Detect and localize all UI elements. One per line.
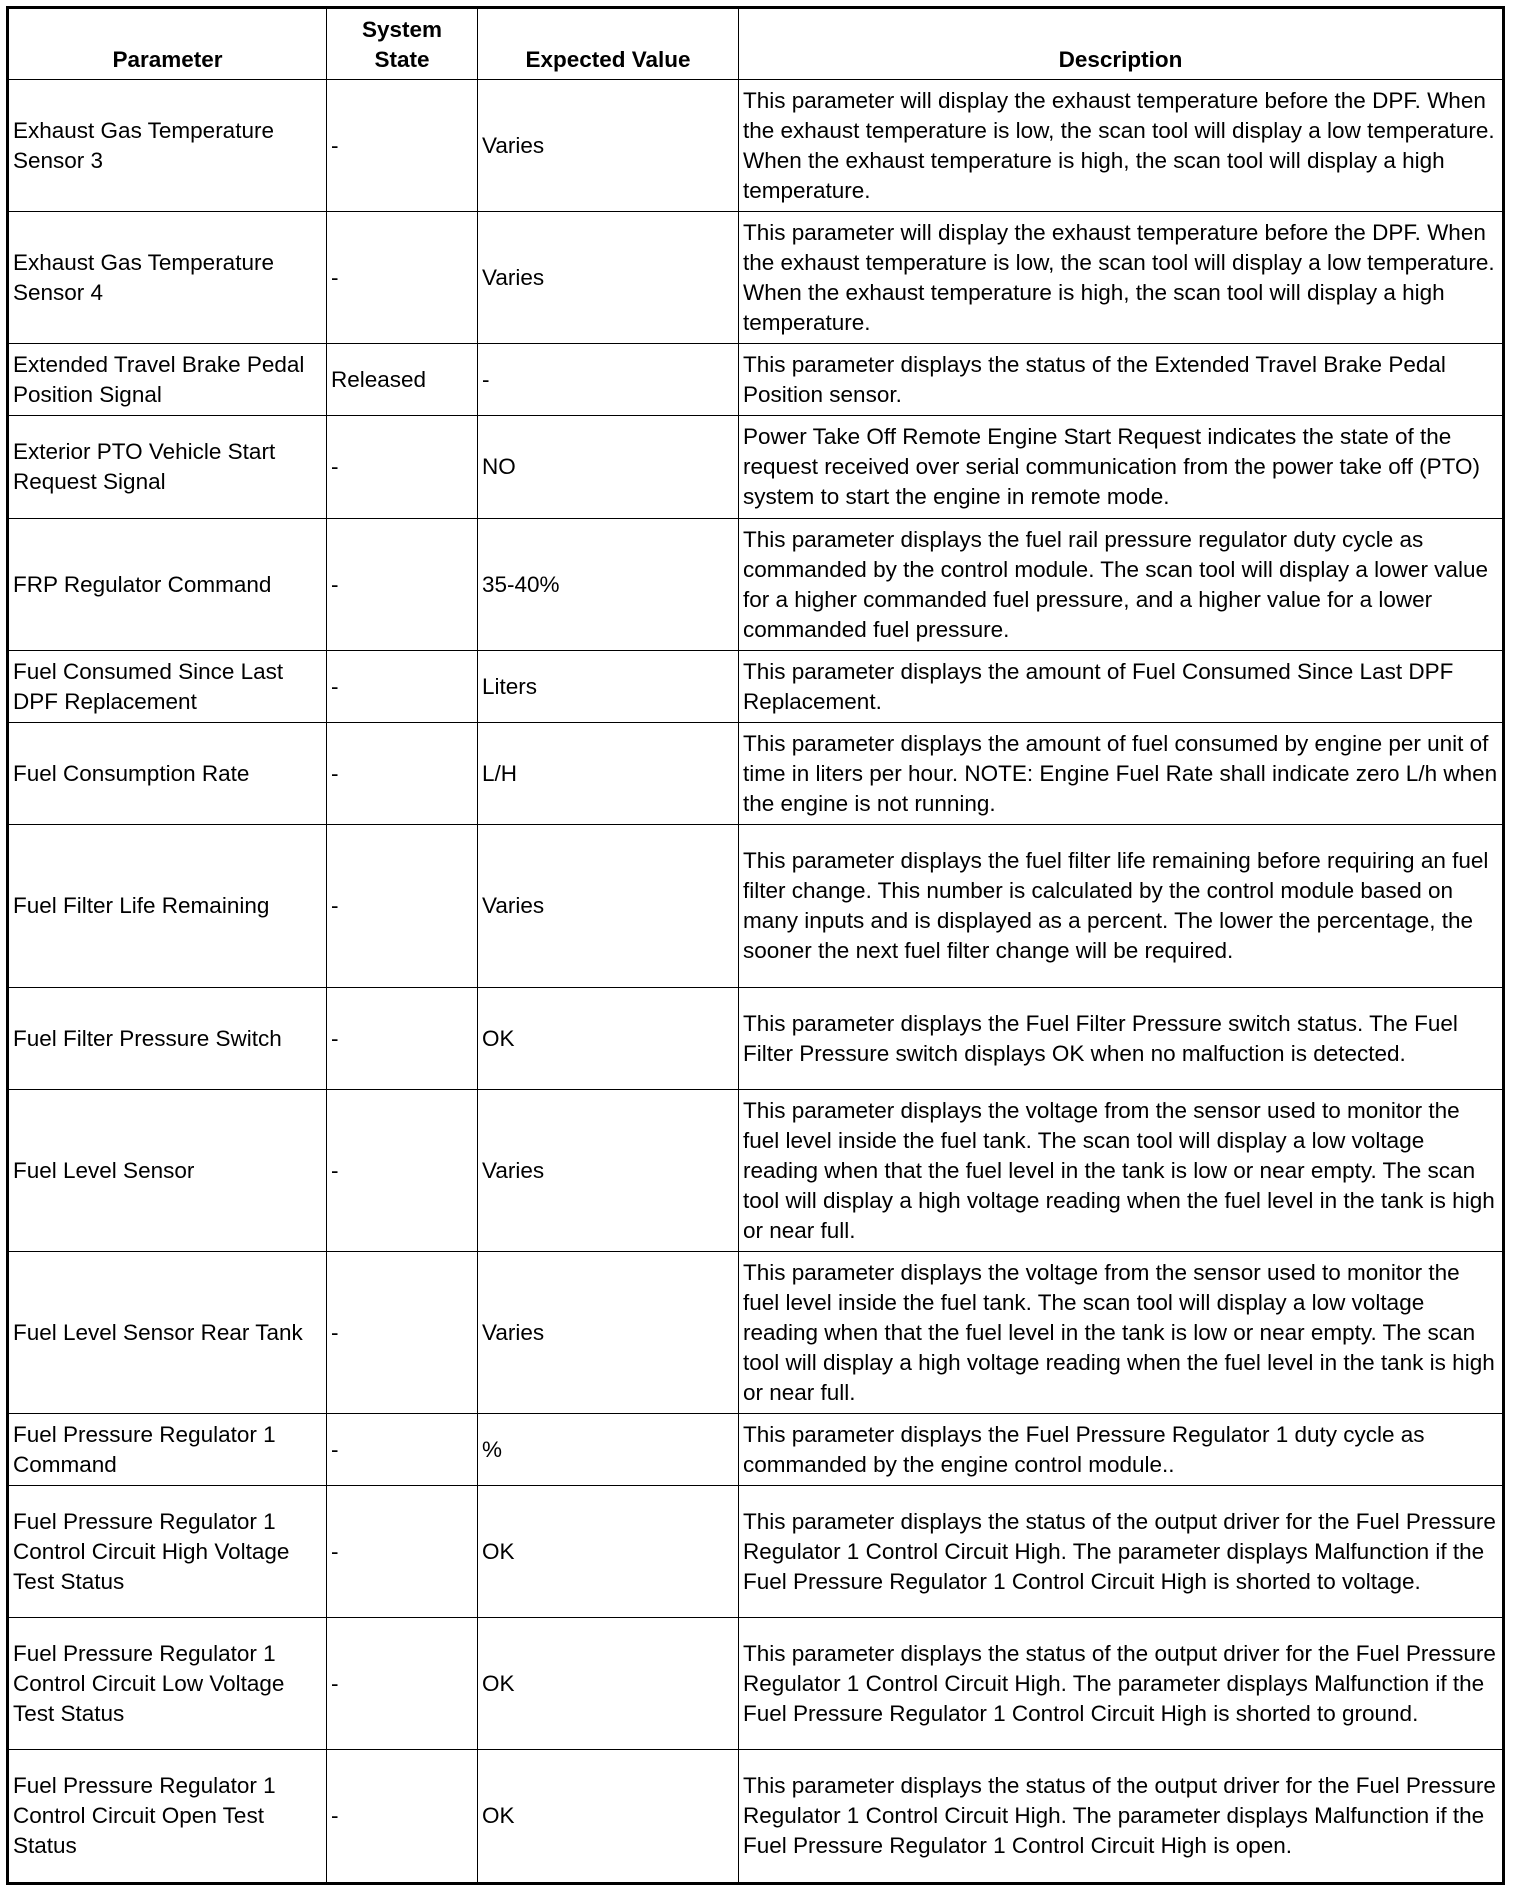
expected-value-cell: Varies <box>478 825 739 988</box>
system-state-cell: - <box>327 80 478 212</box>
parameter-cell: Fuel Consumed Since Last DPF Replacement <box>8 651 327 723</box>
expected-value-cell: OK <box>478 1618 739 1750</box>
expected-value-cell: OK <box>478 1486 739 1618</box>
expected-value-cell: - <box>478 344 739 416</box>
system-state-cell: - <box>327 1750 478 1884</box>
parameter-cell: Exhaust Gas Temperature Sensor 3 <box>8 80 327 212</box>
parameter-cell: Exhaust Gas Temperature Sensor 4 <box>8 212 327 344</box>
system-state-cell: - <box>327 212 478 344</box>
header-row <box>8 8 1504 80</box>
expected-value-cell: Liters <box>478 651 739 723</box>
system-state-cell: - <box>327 651 478 723</box>
parameter-cell: Fuel Pressure Regulator 1 Control Circuit Open Test Status <box>8 1750 327 1884</box>
system-state-cell: - <box>327 1486 478 1618</box>
description-cell: This parameter displays the status of the Extended Travel Brake Pedal Position sensor. <box>739 344 1504 416</box>
header-system-state: System State <box>327 8 478 80</box>
description-cell: This parameter will display the exhaust temperature before the DPF. When the exhaust temperature is low, the scan tool will display a low temperature. When the exhaust temperature is high, the scan tool will display a high temperature. <box>739 212 1504 344</box>
system-state-cell: - <box>327 1618 478 1750</box>
expected-value-cell: 35-40% <box>478 519 739 651</box>
parameter-cell: Fuel Level Sensor <box>8 1090 327 1252</box>
system-state-cell: - <box>327 988 478 1090</box>
description-cell: This parameter will display the exhaust temperature before the DPF. When the exhaust temperature is low, the scan tool will display a low temperature. When the exhaust temperature is high, the scan tool will display a high temperature. <box>739 80 1504 212</box>
header-description: Description <box>739 8 1504 80</box>
parameter-cell: Fuel Consumption Rate <box>8 723 327 825</box>
header-expected-value: Expected Value <box>478 8 739 80</box>
expected-value-cell: % <box>478 1414 739 1486</box>
description-cell: This parameter displays the fuel filter life remaining before requiring an fuel filter change. This number is calculated by the control module based on many inputs and is displayed as a percent. The lower the percentage, the sooner the next fuel filter change will be required. <box>739 825 1504 988</box>
expected-value-cell: Varies <box>478 80 739 212</box>
table-row <box>8 212 1504 344</box>
table-row <box>8 416 1504 519</box>
system-state-cell: Released <box>327 344 478 416</box>
table-row <box>8 1414 1504 1486</box>
description-cell: Power Take Off Remote Engine Start Request indicates the state of the request received over serial communication from the power take off (PTO) system to start the engine in remote mode. <box>739 416 1504 519</box>
expected-value-cell: OK <box>478 1750 739 1884</box>
parameter-table <box>6 6 1505 1885</box>
table-row <box>8 825 1504 988</box>
parameter-cell: Fuel Level Sensor Rear Tank <box>8 1252 327 1414</box>
description-cell: This parameter displays the Fuel Pressure Regulator 1 duty cycle as commanded by the engine control module.. <box>739 1414 1504 1486</box>
system-state-cell: - <box>327 1252 478 1414</box>
description-cell: This parameter displays the Fuel Filter Pressure switch status. The Fuel Filter Pressure switch displays OK when no malfuction is detected. <box>739 988 1504 1090</box>
description-cell: This parameter displays the fuel rail pressure regulator duty cycle as commanded by the control module. The scan tool will display a lower value for a higher commanded fuel pressure, and a higher value for a lower commanded fuel pressure. <box>739 519 1504 651</box>
expected-value-cell: Varies <box>478 1252 739 1414</box>
expected-value-cell: Varies <box>478 1090 739 1252</box>
table-row <box>8 344 1504 416</box>
table-row <box>8 1486 1504 1618</box>
parameter-cell: Fuel Pressure Regulator 1 Command <box>8 1414 327 1486</box>
table-row <box>8 1618 1504 1750</box>
description-cell: This parameter displays the status of the output driver for the Fuel Pressure Regulator 1 Control Circuit High. The parameter displays Malfunction if the Fuel Pressure Regulator 1 Control Circuit High is open. <box>739 1750 1504 1884</box>
description-cell: This parameter displays the voltage from the sensor used to monitor the fuel level inside the fuel tank. The scan tool will display a low voltage reading when that the fuel level in the tank is low or near empty. The scan tool will display a high voltage reading when the fuel level in the tank is high or near full. <box>739 1090 1504 1252</box>
description-cell: This parameter displays the voltage from the sensor used to monitor the fuel level inside the fuel tank. The scan tool will display a low voltage reading when that the fuel level in the tank is low or near empty. The scan tool will display a high voltage reading when the fuel level in the tank is high or near full. <box>739 1252 1504 1414</box>
header-parameter: Parameter <box>8 8 327 80</box>
expected-value-cell: NO <box>478 416 739 519</box>
system-state-cell: - <box>327 723 478 825</box>
parameter-cell: FRP Regulator Command <box>8 519 327 651</box>
table-row <box>8 651 1504 723</box>
expected-value-cell: Varies <box>478 212 739 344</box>
parameter-cell: Fuel Filter Pressure Switch <box>8 988 327 1090</box>
system-state-cell: - <box>327 519 478 651</box>
expected-value-cell: L/H <box>478 723 739 825</box>
table-row <box>8 519 1504 651</box>
system-state-cell: - <box>327 1090 478 1252</box>
table-row <box>8 80 1504 212</box>
table-row <box>8 723 1504 825</box>
parameter-cell: Fuel Pressure Regulator 1 Control Circuit Low Voltage Test Status <box>8 1618 327 1750</box>
parameter-cell: Fuel Filter Life Remaining <box>8 825 327 988</box>
system-state-cell: - <box>327 1414 478 1486</box>
description-cell: This parameter displays the status of the output driver for the Fuel Pressure Regulator 1 Control Circuit High. The parameter displays Malfunction if the Fuel Pressure Regulator 1 Control Circuit High is shorted to voltage. <box>739 1486 1504 1618</box>
system-state-cell: - <box>327 825 478 988</box>
parameter-cell: Fuel Pressure Regulator 1 Control Circuit High Voltage Test Status <box>8 1486 327 1618</box>
table-row <box>8 1750 1504 1884</box>
table-row <box>8 1252 1504 1414</box>
description-cell: This parameter displays the amount of Fuel Consumed Since Last DPF Replacement. <box>739 651 1504 723</box>
table-row <box>8 1090 1504 1252</box>
description-cell: This parameter displays the status of the output driver for the Fuel Pressure Regulator 1 Control Circuit High. The parameter displays Malfunction if the Fuel Pressure Regulator 1 Control Circuit High is shorted to ground. <box>739 1618 1504 1750</box>
table-row <box>8 988 1504 1090</box>
system-state-cell: - <box>327 416 478 519</box>
description-cell: This parameter displays the amount of fuel consumed by engine per unit of time in liters per hour. NOTE: Engine Fuel Rate shall indicate zero L/h when the engine is not running. <box>739 723 1504 825</box>
parameter-cell: Exterior PTO Vehicle Start Request Signal <box>8 416 327 519</box>
parameter-cell: Extended Travel Brake Pedal Position Signal <box>8 344 327 416</box>
expected-value-cell: OK <box>478 988 739 1090</box>
